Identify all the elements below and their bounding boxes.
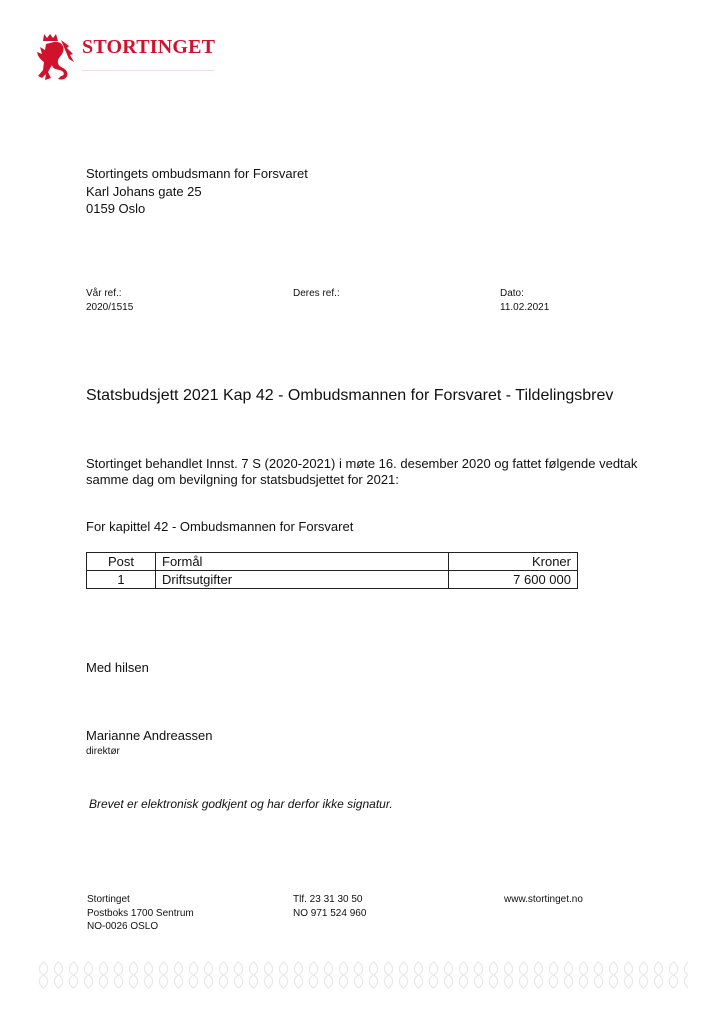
header-formal: Formål xyxy=(156,553,449,571)
letter-body: Stortinget behandlet Innst. 7 S (2020-2021) i møte 16. desember 2020 og fattet følgende vedtak samme dag om bevilgning for statsbudsjettet for 2021: xyxy=(86,456,638,487)
your-ref-label: Deres ref.: xyxy=(293,288,340,299)
your-reference xyxy=(293,287,340,301)
footer-postal: NO-0026 OSLO xyxy=(87,921,159,932)
row-formal: Driftsutgifter xyxy=(156,571,449,589)
our-reference xyxy=(86,287,133,315)
logo-underline xyxy=(82,70,214,71)
decorative-border-pattern xyxy=(36,960,688,990)
letter-date xyxy=(500,287,549,315)
stortinget-logo xyxy=(34,32,234,84)
recipient-address xyxy=(86,165,308,218)
footer-phone: Tlf. 23 31 30 50 xyxy=(293,894,363,905)
footer-po-box: Postboks 1700 Sentrum xyxy=(87,907,194,919)
chapter-line: For kapittel 42 - Ombudsmannen for Forsvaret xyxy=(86,519,354,534)
date-label: Dato: xyxy=(500,288,524,299)
table-row xyxy=(87,571,578,589)
closing-greeting: Med hilsen xyxy=(86,660,149,675)
header-post: Post xyxy=(87,553,156,571)
recipient-street: Karl Johans gate 25 xyxy=(86,183,202,199)
signer-title: direktør xyxy=(86,746,120,757)
our-ref-value: 2020/1515 xyxy=(86,302,134,313)
footer-address xyxy=(87,893,194,934)
footer-org: Stortinget xyxy=(87,894,130,905)
our-ref-label: Vår ref.: xyxy=(86,288,122,299)
budget-table xyxy=(86,552,578,589)
header-kroner: Kroner xyxy=(449,553,578,571)
signer-name: Marianne Andreassen xyxy=(86,728,213,743)
recipient-postal: 0159 Oslo xyxy=(86,201,146,216)
footer-org-no: NO 971 524 960 xyxy=(293,907,367,919)
footer-contact xyxy=(293,893,366,920)
logo-wordmark: STORTINGET xyxy=(82,36,216,58)
letter-title: Statsbudsjett 2021 Kap 42 - Ombudsmannen for Forsvaret - Tildelingsbrev xyxy=(86,387,614,404)
row-post: 1 xyxy=(87,571,156,589)
date-value: 11.02.2021 xyxy=(500,302,550,313)
footer-website[interactable]: www.stortinget.no xyxy=(504,894,583,905)
norwegian-lion-icon xyxy=(34,32,76,82)
recipient-name: Stortingets ombudsmann for Forsvaret xyxy=(86,166,308,181)
electronic-approval-note: Brevet er elektronisk godkjent og har derfor ikke signatur. xyxy=(89,797,393,811)
row-kroner: 7 600 000 xyxy=(449,571,578,589)
table-header-row xyxy=(87,553,578,571)
